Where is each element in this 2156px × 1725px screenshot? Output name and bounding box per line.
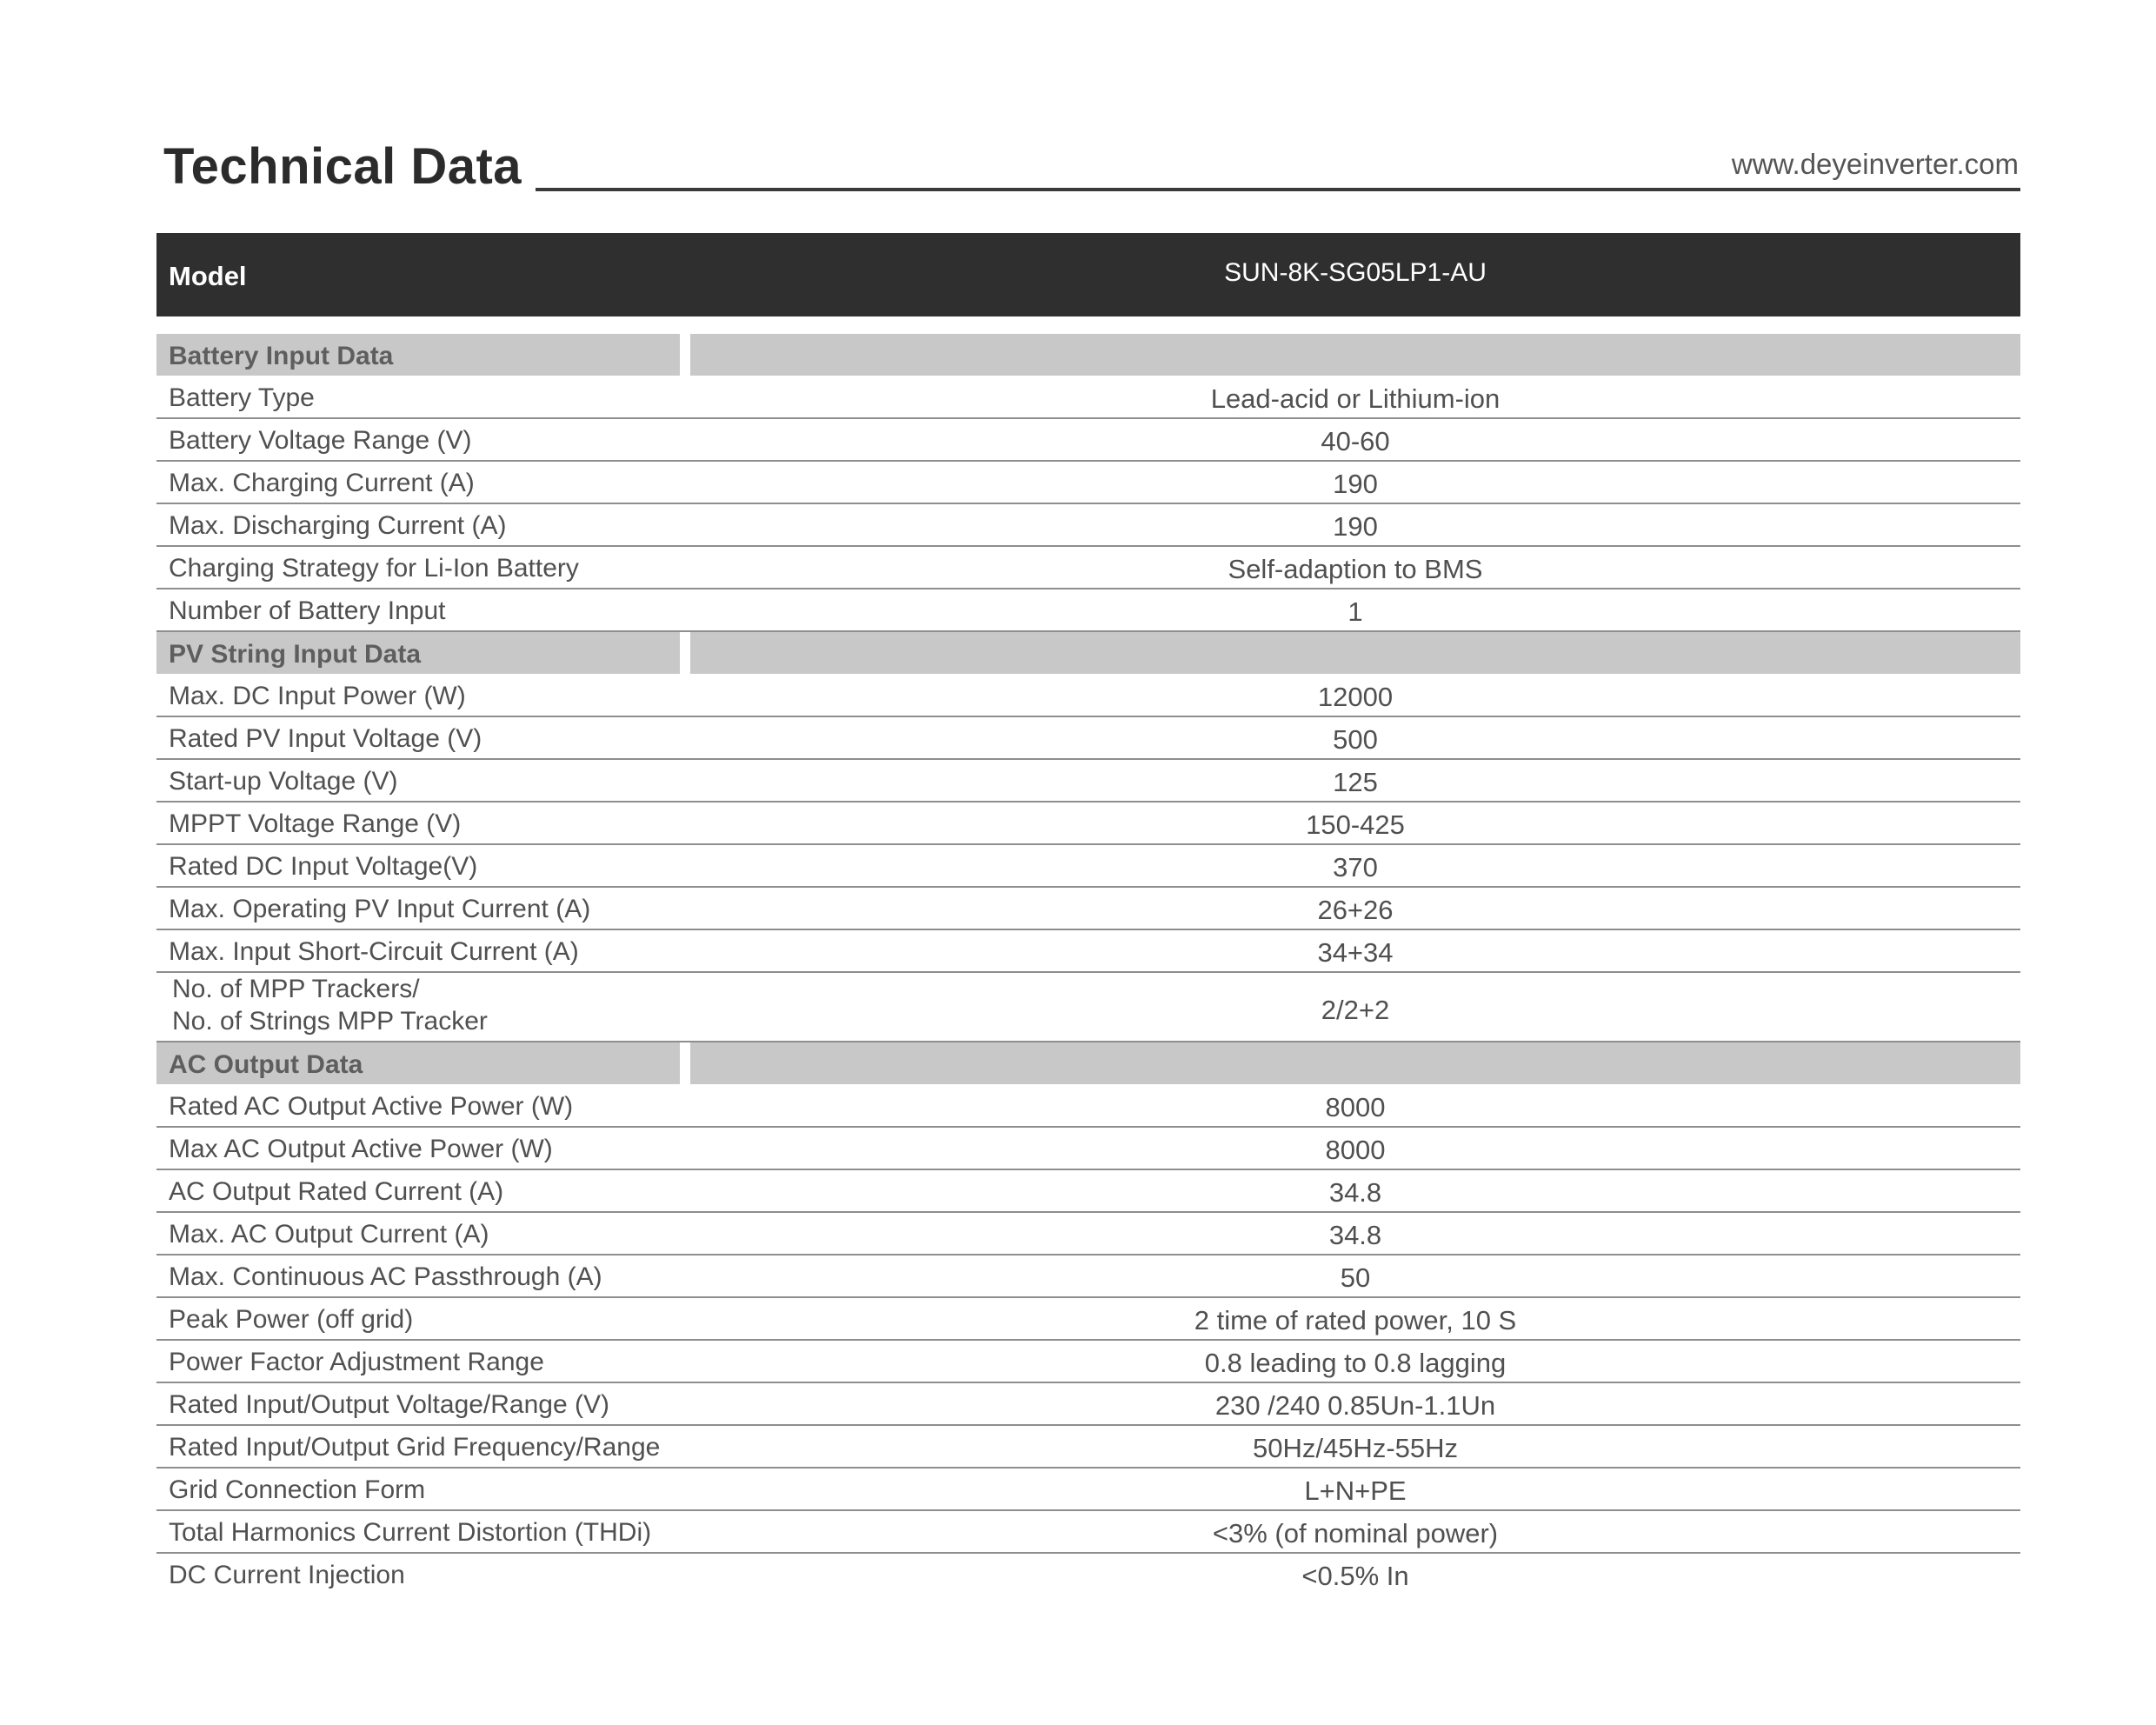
section-title: Battery Input Data (156, 334, 680, 376)
row-value: 2/2+2 (690, 973, 2020, 1042)
row-value: 50Hz/45Hz-55Hz (690, 1426, 2020, 1469)
row-label: Max. DC Input Power (W) (156, 675, 692, 717)
table-row (156, 504, 2020, 547)
section-fill (690, 1042, 2020, 1084)
table-row (156, 589, 2020, 632)
row-label: Rated AC Output Active Power (W) (156, 1085, 692, 1128)
row-label: Max AC Output Active Power (W) (156, 1128, 692, 1170)
section-fill (690, 334, 2020, 376)
table-row (156, 419, 2020, 462)
table-row (156, 675, 2020, 717)
row-label-line: No. of MPP Trackers/ (172, 975, 420, 1003)
section-header-battery (156, 334, 2020, 376)
row-value: 2 time of rated power, 10 S (690, 1298, 2020, 1341)
row-value: 0.8 leading to 0.8 lagging (690, 1341, 2020, 1383)
row-label: Number of Battery Input (156, 589, 692, 632)
table-row (156, 1554, 2020, 1596)
spec-table (156, 334, 2020, 1596)
row-label: Rated Input/Output Voltage/Range (V) (156, 1383, 692, 1426)
row-value: <3% (of nominal power) (690, 1511, 2020, 1554)
row-value: Lead-acid or Lithium-ion (690, 376, 2020, 419)
row-label: Max. AC Output Current (A) (156, 1213, 692, 1255)
row-label: Max. Operating PV Input Current (A) (156, 888, 692, 930)
table-row (156, 462, 2020, 504)
row-value: 12000 (690, 675, 2020, 717)
section-header-pv-string (156, 632, 2020, 675)
row-value: L+N+PE (690, 1469, 2020, 1511)
page-title: Technical Data (163, 138, 522, 195)
row-label: Max. Discharging Current (A) (156, 504, 692, 547)
model-value: SUN-8K-SG05LP1-AU (1224, 258, 1487, 287)
row-label: Max. Input Short-Circuit Current (A) (156, 930, 692, 973)
row-value: 50 (690, 1255, 2020, 1298)
website-url: www.deyeinverter.com (1731, 148, 2019, 180)
row-value: 8000 (690, 1128, 2020, 1170)
table-row (156, 1426, 2020, 1469)
title-underline (536, 188, 2020, 191)
row-value: 34.8 (690, 1170, 2020, 1213)
table-row (156, 547, 2020, 589)
row-label: Battery Voltage Range (V) (156, 419, 692, 462)
row-value: 125 (690, 760, 2020, 803)
row-label: Charging Strategy for Li-Ion Battery (156, 547, 692, 589)
table-row (156, 888, 2020, 930)
page-header (163, 130, 2020, 200)
row-value: 40-60 (690, 419, 2020, 462)
section-title: PV String Input Data (156, 632, 680, 674)
table-row (156, 376, 2020, 419)
row-label: Rated DC Input Voltage(V) (156, 845, 692, 888)
row-value: 8000 (690, 1085, 2020, 1128)
table-row (156, 1128, 2020, 1170)
row-label: Max. Charging Current (A) (156, 462, 692, 504)
row-value: 26+26 (690, 888, 2020, 930)
row-value: 500 (690, 717, 2020, 760)
table-row (156, 845, 2020, 888)
row-value: 190 (690, 504, 2020, 547)
row-value: 230 /240 0.85Un-1.1Un (690, 1383, 2020, 1426)
section-title: AC Output Data (156, 1042, 680, 1084)
table-row (156, 803, 2020, 845)
table-row (156, 760, 2020, 803)
table-row (156, 1213, 2020, 1255)
row-label: Power Factor Adjustment Range (156, 1341, 692, 1383)
table-row (156, 1170, 2020, 1213)
row-value: 190 (690, 462, 2020, 504)
table-row (156, 1341, 2020, 1383)
table-row (156, 930, 2020, 973)
row-label: MPPT Voltage Range (V) (156, 803, 692, 845)
row-label-line: No. of Strings MPP Tracker (172, 1007, 488, 1036)
model-header-bar (156, 233, 2020, 316)
row-label: Total Harmonics Current Distortion (THDi) (156, 1511, 692, 1554)
row-label: Max. Continuous AC Passthrough (A) (156, 1255, 692, 1298)
section-fill (690, 632, 2020, 674)
row-label (156, 973, 692, 1042)
row-value: Self-adaption to BMS (690, 547, 2020, 589)
table-row (156, 1511, 2020, 1554)
table-row (156, 973, 2020, 1042)
section-header-ac-output (156, 1042, 2020, 1085)
table-row (156, 1383, 2020, 1426)
row-value: 34.8 (690, 1213, 2020, 1255)
row-value: 150-425 (690, 803, 2020, 845)
row-label: Start-up Voltage (V) (156, 760, 692, 803)
table-row (156, 1255, 2020, 1298)
row-value: <0.5% In (1301, 1561, 1409, 1591)
row-label: AC Output Rated Current (A) (156, 1170, 692, 1213)
row-value: 34+34 (690, 930, 2020, 973)
table-row (156, 1298, 2020, 1341)
row-label: Rated Input/Output Grid Frequency/Range (156, 1426, 692, 1469)
model-label: Model (169, 261, 247, 291)
table-row (156, 717, 2020, 760)
table-row (156, 1469, 2020, 1511)
row-label: DC Current Injection (169, 1561, 405, 1589)
row-value: 370 (690, 845, 2020, 888)
row-label: Grid Connection Form (156, 1469, 692, 1511)
row-value: 1 (690, 589, 2020, 632)
table-row (156, 1085, 2020, 1128)
row-label: Battery Type (156, 376, 692, 419)
row-label: Peak Power (off grid) (156, 1298, 692, 1341)
row-label: Rated PV Input Voltage (V) (156, 717, 692, 760)
